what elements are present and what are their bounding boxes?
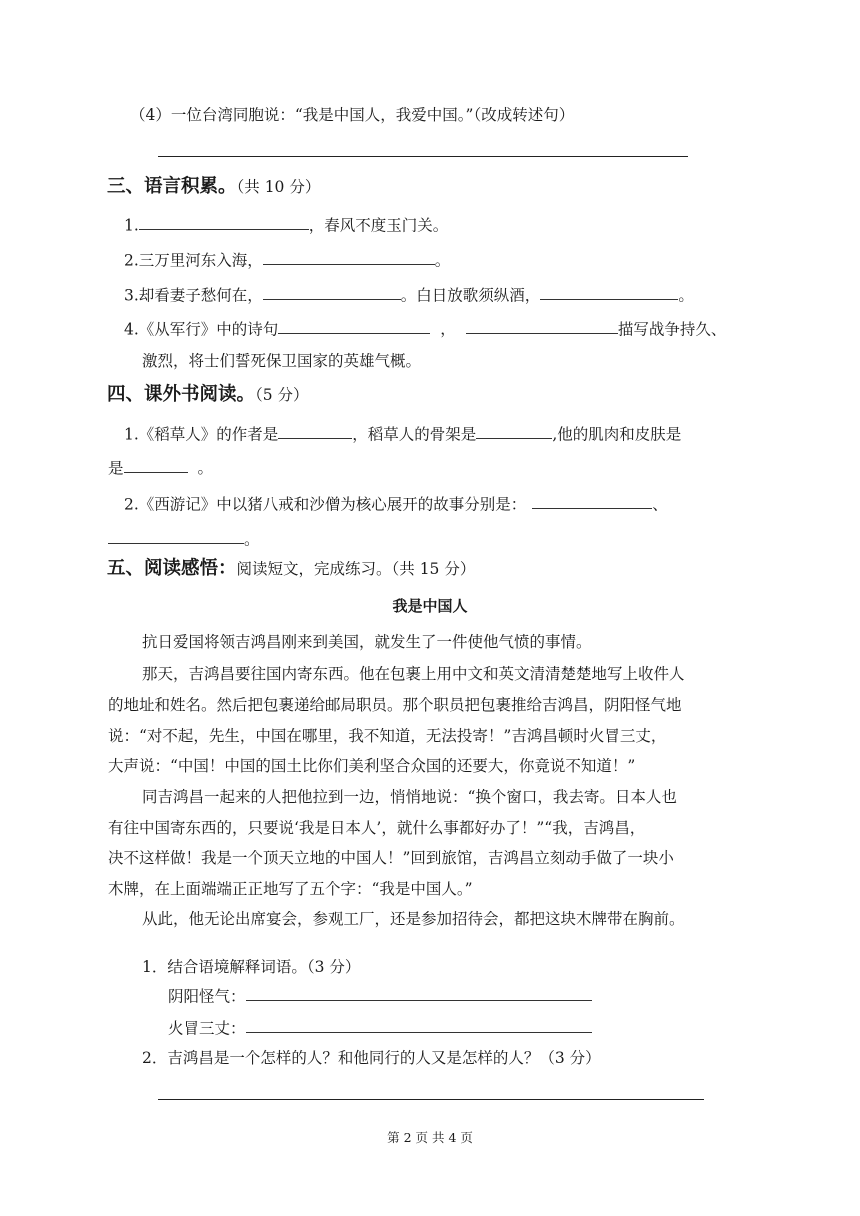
- passage-line: 抗日爱国将领吉鸿昌刚来到美国，就发生了一件使他气愤的事情。: [142, 633, 592, 651]
- section-4-score: （5 分）: [255, 386, 309, 404]
- reading-question-1: 1．结合语境解释词语。（3 分）: [142, 958, 361, 976]
- blank: [532, 492, 652, 509]
- sec4-item-2-end: 。: [244, 530, 260, 549]
- sec3-item-2-text: 2.三万里河东入海，: [124, 251, 263, 270]
- sec3-item-4-text: 4.《从军行》中的诗句: [124, 320, 279, 339]
- sec3-item-3: [124, 283, 694, 305]
- sec4-item-1-end: ,他的肌肉和皮肤是: [552, 425, 682, 444]
- section-4-title: 四、课外书阅读。: [107, 384, 256, 405]
- answer-line-reading-q2: [158, 1099, 704, 1100]
- word-2-label: 火冒三丈：: [168, 1019, 246, 1038]
- section-3-title: 三、语言积累。: [107, 176, 237, 197]
- sec4-item-2-continuation: [108, 527, 260, 549]
- blank: [278, 317, 430, 334]
- sec3-item-4: [124, 317, 726, 339]
- section-5-title: 五、阅读感悟：: [107, 558, 237, 579]
- sec4-item-1: [124, 422, 681, 444]
- sec3-item-4-comma: ，: [440, 320, 456, 339]
- word-1: [168, 984, 592, 1006]
- passage-title: 我是中国人: [392, 597, 468, 615]
- passage-line: 从此，他无论出席宴会，参观工厂，还是参加招待会，都把这块木牌带在胸前。: [142, 910, 685, 928]
- passage-line: 大声说：“中国！中国的国土比你们美利坚合众国的还要大，你竟说不知道！”: [108, 757, 636, 775]
- blank: [476, 422, 552, 439]
- sec3-item-4-end: 描写战争持久、: [617, 320, 727, 339]
- sec3-item-2: [124, 248, 450, 270]
- word-1-label: 阴阳怪气：: [168, 987, 246, 1006]
- word-2: [168, 1016, 592, 1038]
- sec4-item-2-text: 2.《西游记》中以猪八戒和沙僧为核心展开的故事分别是：: [124, 495, 527, 514]
- sec4-item-2-sep: 、: [652, 495, 668, 514]
- answer-line: [246, 1016, 592, 1033]
- blank: [278, 422, 352, 439]
- sec4-item-1-mid: ，稻草人的骨架是: [352, 425, 477, 444]
- section-4-heading: [107, 384, 309, 406]
- reading-question-2: 2．吉鸿昌是一个怎样的人？和他同行的人又是怎样的人？（3 分）: [142, 1049, 601, 1067]
- sec3-item-3-end: 。: [678, 286, 694, 305]
- sec3-item-2-end: 。: [434, 251, 451, 270]
- sec3-item-3-text: 3.却看妻子愁何在，: [124, 286, 263, 305]
- page-number-footer: 第 2 页 共 4 页: [387, 1130, 473, 1145]
- sec4-item-1-cont-text: 是: [108, 459, 124, 478]
- passage-line: 那天，吉鸿昌要往国内寄东西。他在包裹上用中文和英文清清楚楚地写上收件人: [142, 665, 685, 683]
- blank: [263, 283, 401, 300]
- sec4-item-2: [124, 492, 668, 514]
- blank: [540, 283, 678, 300]
- passage-line: 木牌，在上面端端正正地写了五个字：“我是中国人。”: [108, 880, 473, 898]
- sec4-item-1-text: 1.《稻草人》的作者是: [124, 425, 279, 444]
- passage-line: 有往中国寄东西的，只要说‘我是日本人’，就什么事都好办了！”“我，吉鸿昌，: [108, 819, 646, 837]
- sec3-item-3-mid: 。白日放歌须纵酒，: [400, 286, 541, 305]
- passage-line: 说：“对不起，先生，中国在哪里，我不知道，无法投寄！”吉鸿昌顿时火冒三丈，: [108, 727, 667, 745]
- passage-line: 的地址和姓名。然后把包裹递给邮局职员。那个职员把包裹推给吉鸿昌，阴阳怪气地: [108, 696, 682, 714]
- sec3-item-1: [124, 213, 448, 235]
- answer-line-q4: [158, 156, 688, 157]
- answer-line: [246, 984, 592, 1001]
- section-3-score: （共 10 分）: [236, 178, 321, 196]
- passage-line: 同吉鸿昌一起来的人把他拉到一边，悄悄地说：“换个窗口，我去寄。日本人也: [142, 788, 677, 806]
- passage-line: 决不这样做！我是一个顶天立地的中国人！”回到旅馆，吉鸿昌立刻动手做了一块小: [108, 849, 674, 867]
- blank: [139, 213, 309, 230]
- blank: [108, 527, 244, 544]
- sec3-item-1-text: ，春风不度玉门关。: [308, 216, 449, 235]
- sec3-item-1-number: 1.: [124, 216, 139, 235]
- section-5-heading: [107, 558, 475, 580]
- sec4-item-1-cont-end: 。: [197, 459, 214, 478]
- section-3-heading: [107, 176, 320, 198]
- section-5-instruction: 阅读短文，完成练习。（共 15 分）: [236, 560, 476, 578]
- blank: [466, 317, 618, 334]
- sec4-item-1-continuation: [108, 456, 213, 478]
- blank: [124, 456, 188, 473]
- question-4: （4）一位台湾同胞说：“我是中国人，我爱中国。”（改成转述句）: [130, 106, 575, 124]
- sec3-item-4-continuation: 激烈，将士们誓死保卫国家的英雄气概。: [142, 352, 422, 370]
- blank: [263, 248, 435, 265]
